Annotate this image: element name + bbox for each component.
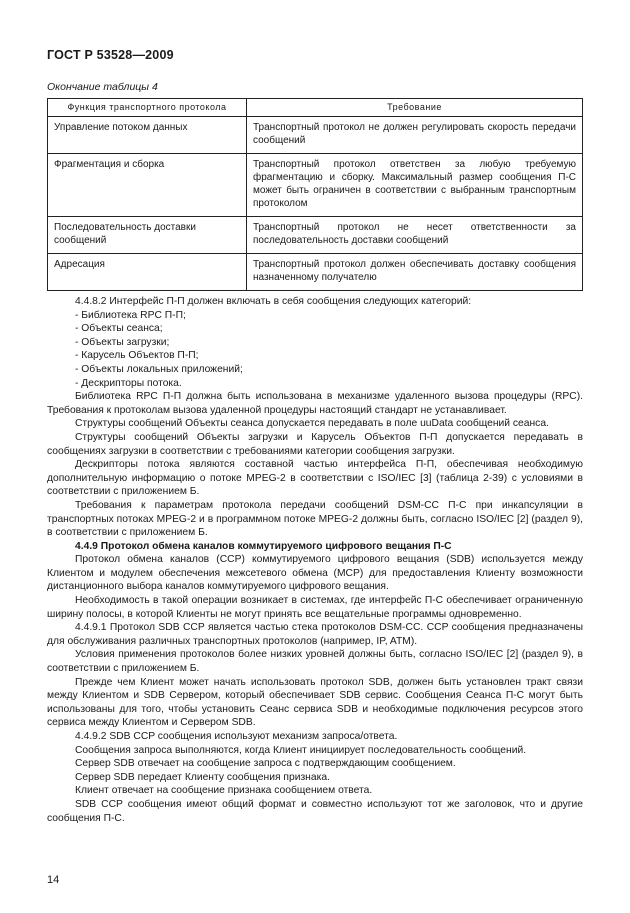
- section-heading-4-4-9: 4.4.9 Протокол обмена каналов коммутируемого цифрового вещания П-С: [75, 540, 452, 552]
- paragraph: Сообщения запроса выполняются, когда Клиент инициирует последовательность сообщений.: [75, 744, 527, 756]
- table-cell-requirement: Транспортный протокол должен обеспечивать доставку сообщения назначенному получателю: [247, 254, 583, 291]
- paragraph: Сервер SDB передает Клиенту сообщения признака.: [75, 771, 330, 783]
- table-row: [48, 117, 583, 154]
- table-row: [48, 254, 583, 291]
- paragraph: Дескрипторы потока являются составной частью интерфейса П-П, обеспечивая необходимую дополнительную информацию о потоке MPEG-2 в соответствии с ISO/IEC [3] (таблица 2-39) с условиями в соответствии с приложением Б.: [47, 459, 583, 498]
- table-header-row: [48, 99, 583, 117]
- paragraph-4-4-9-2: 4.4.9.2 SDB CCP сообщения используют механизм запроса/ответа.: [75, 731, 398, 742]
- table-row: [48, 154, 583, 217]
- requirements-table: [47, 98, 583, 291]
- paragraph: Протокол обмена каналов (CCP) коммутируемого цифрового вещания (SDB) используется между Клиентом и модулем обеспечения межсетевого обмена (MCP) для предоставления Клиенту возможности дистанционного выбора каналов коммутируемого цифрового вещания.: [47, 554, 583, 593]
- document-header-title: ГОСТ Р 53528—2009: [47, 48, 174, 62]
- paragraph: Структуры сообщений Объекты сеанса допускается передавать в поле uuData сообщений сеанса.: [75, 418, 549, 430]
- table-cell-requirement: Транспортный протокол не должен регулировать скорость передачи сообщений: [247, 117, 583, 154]
- table-cell-function: Фрагментация и сборка: [48, 154, 247, 217]
- table-row: [48, 217, 583, 254]
- paragraph: Сервер SDB отвечает на сообщение запроса с подтверждающим сообщением.: [75, 758, 456, 770]
- paragraph: Условия применения протоколов более низких уровней должны быть, согласно ISO/IEC [2] (раздел 9), в соответствии с приложением Б.: [47, 649, 583, 675]
- paragraph: SDB CCP сообщения имеют общий формат и совместно используют тот же заголовок, что и другие сообщения П-С.: [47, 798, 583, 824]
- column-header-requirement: Требование: [247, 99, 583, 117]
- list-item: - Объекты загрузки;: [75, 336, 170, 348]
- table-cell-requirement: Транспортный протокол ответствен за любую требуемую фрагментацию и сборку. Максимальный размер сообщения П-С может быть ограничен в соответствии с выбранным транспортным протоколом: [247, 154, 583, 217]
- paragraph: Структуры сообщений Объекты загрузки и Карусель Объектов П-П допускается передавать в сообщениях загрузки в соответствии с требованиями категории сообщения загрузки.: [47, 431, 583, 457]
- table-cell-requirement: Транспортный протокол не несет ответственности за последовательность доставки сообщений: [247, 217, 583, 254]
- paragraph: Необходимость в такой операции возникает в системах, где интерфейс П-С обеспечивает ограниченную ширину полосы, в которой Клиенты не могут принять все вещательные программы одновременно.: [47, 595, 583, 620]
- list-item: - Библиотека RPC П-П;: [75, 309, 186, 321]
- paragraph: Требования к параметрам протокола передачи сообщений DSM-CC П-С при инкапсуляции в транспортных потоках MPEG-2 и в программном потоке MPEG-2 должны быть, согласно ISO/IEC [2] (раздел 9), в соответствии с приложением Б.: [47, 499, 583, 539]
- table-cell-function: Адресация: [48, 254, 247, 291]
- paragraph-4-4-9-1: 4.4.9.1 Протокол SDB CCP является частью стека протоколов DSM-CC. CCP сообщения предназначены для обслуживания различных транспортных протоколов (например, IP, ATM).: [47, 622, 583, 647]
- paragraph: Клиент отвечает на сообщение признака сообщением ответа.: [75, 785, 373, 797]
- page-number: 14: [47, 874, 60, 886]
- list-item: - Объекты локальных приложений;: [75, 363, 243, 375]
- list-item: - Объекты сеанса;: [75, 323, 163, 335]
- table-cell-function: Управление потоком данных: [48, 117, 247, 154]
- paragraph: Прежде чем Клиент может начать использовать протокол SDB, должен быть установлен тракт связи между Клиентом и SDB Сервером, который обеспечивает SDB сервис. Сообщения Сеанса П-С могут быть использованы для того, чтобы установить Сеанс сервиса SDB и необходимые подключения ресурсов этого сервиса между Клиентом и Сервером SDB.: [47, 676, 583, 729]
- list-item: - Карусель Объектов П-П;: [75, 350, 199, 362]
- table-caption: Окончание таблицы 4: [47, 81, 158, 93]
- column-header-function: Функция транспортного протокола: [48, 99, 247, 117]
- document-body: [47, 295, 583, 825]
- paragraph-4-4-8-2: 4.4.8.2 Интерфейс П-П должен включать в себя сообщения следующих категорий:: [75, 296, 472, 307]
- list-item: - Дескрипторы потока.: [75, 377, 182, 389]
- paragraph: Библиотека RPC П-П должна быть использована в механизме удаленного вызова процедуры (RPC). Требования к протоколам вызова удаленной процедуры настоящий стандарт не устанавливает.: [47, 391, 583, 416]
- table-cell-function: Последовательность доставки сообщений: [48, 217, 247, 254]
